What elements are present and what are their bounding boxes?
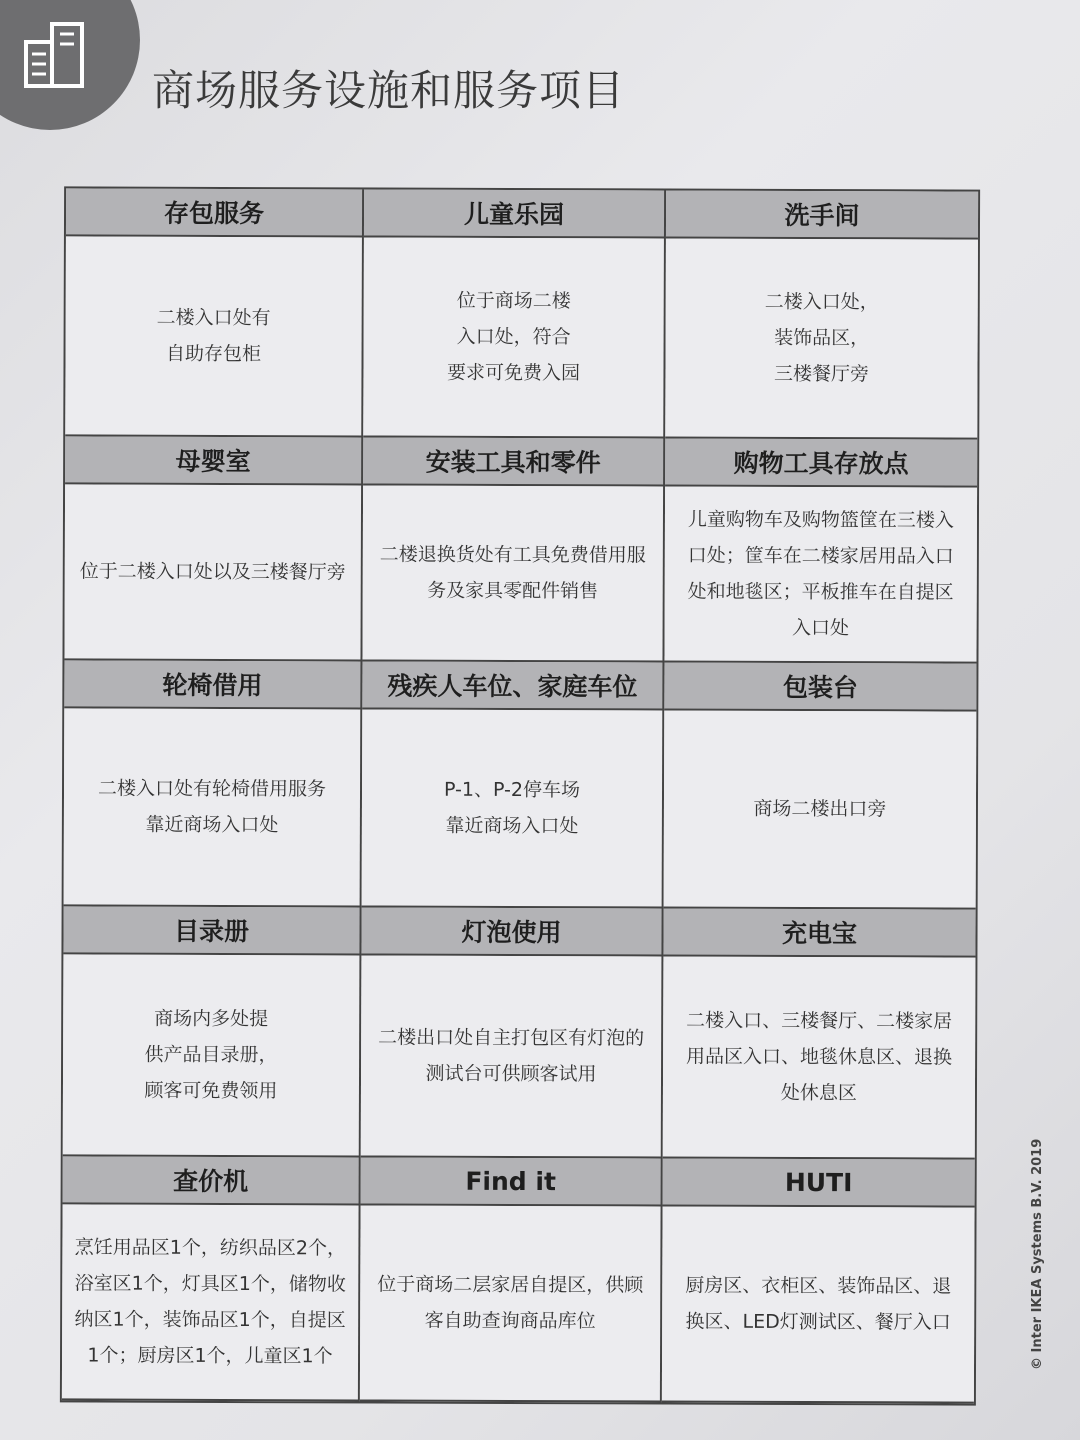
building-logo [0,0,140,130]
service-description-text: 商场二楼出口旁 [753,797,887,821]
service-description-text: P-1、P-2停车场 靠近商场入口处 [443,778,581,838]
service-header: 母婴室 [65,436,363,485]
service-header: 儿童乐园 [364,189,666,238]
service-description [65,236,364,437]
service-description [361,955,664,1158]
service-description-text: 厨房区、衣柜区、装饰品区、退 换区、LED灯测试区、餐厅入口 [685,1274,952,1334]
service-header: 残疾人车位、家庭车位 [362,661,664,710]
service-description [62,1204,361,1401]
service-description-text: 儿童购物车及购物篮筐在三楼入 口处；筐车在二楼家居用品入口 处和地毯区；平板推车在自提区 入口处 [687,508,955,640]
service-description-text: 位于二楼入口处以及三楼餐厅旁 [79,560,346,584]
service-description-text: 商场内多处提 供产品目录册， 顾客可免费领用 [144,1007,278,1103]
service-description [362,485,665,662]
services-table [60,186,980,1405]
service-description [664,711,977,910]
service-header: 购物工具存放点 [665,439,977,488]
service-description-text: 位于商场二楼 入口处，符合 要求可免费入园 [446,289,581,385]
service-description-text: 二楼入口处， 装饰品区， 三楼餐厅旁 [764,290,879,386]
service-description [363,237,666,438]
service-description-text: 二楼退换货处有工具免费借用服 务及家具零配件销售 [379,543,646,603]
service-header: 充电宝 [663,909,975,958]
service-description [63,954,362,1157]
service-description [665,239,978,440]
service-description [360,1205,663,1402]
copyright-notice: © Inter IKEA Systems B.V. 2019 [1030,1138,1045,1370]
service-header: 轮椅借用 [64,660,362,709]
service-header: 查价机 [63,1156,361,1205]
service-header: Find it [361,1157,663,1206]
service-header: HUTI [663,1159,975,1208]
service-description-text: 烹饪用品区1个，纺织品区2个， 浴室区1个，灯具区1个，储物收 纳区1个，装饰品区1个，自提区 1个；厨房区1个，儿童区1个 [74,1236,347,1368]
service-header: 存包服务 [66,188,364,237]
service-description [362,709,665,908]
building-icon [22,20,92,90]
page-title: 商场服务设施和服务项目 [152,66,626,115]
service-header: 灯泡使用 [361,907,663,956]
service-description [64,708,363,907]
service-description [64,484,363,661]
service-header: 包装台 [664,663,976,712]
service-description [662,1207,975,1404]
service-header: 目录册 [63,906,361,955]
service-description-text: 二楼入口处有 自助存包柜 [156,306,271,366]
service-description [664,487,977,664]
service-description-text: 二楼入口、三楼餐厅、二楼家居 用品区入口、地毯休息区、退换 处休息区 [686,1009,953,1105]
service-header: 洗手间 [666,191,978,240]
service-description-text: 二楼入口处有轮椅借用服务 靠近商场入口处 [97,777,327,837]
service-header: 安装工具和零件 [363,437,665,486]
service-description [663,957,976,1160]
service-description-text: 二楼出口处自主打包区有灯泡的 测试台可供顾客试用 [378,1026,645,1086]
service-description-text: 位于商场二层家居自提区，供顾 客自助查询商品库位 [377,1273,644,1333]
